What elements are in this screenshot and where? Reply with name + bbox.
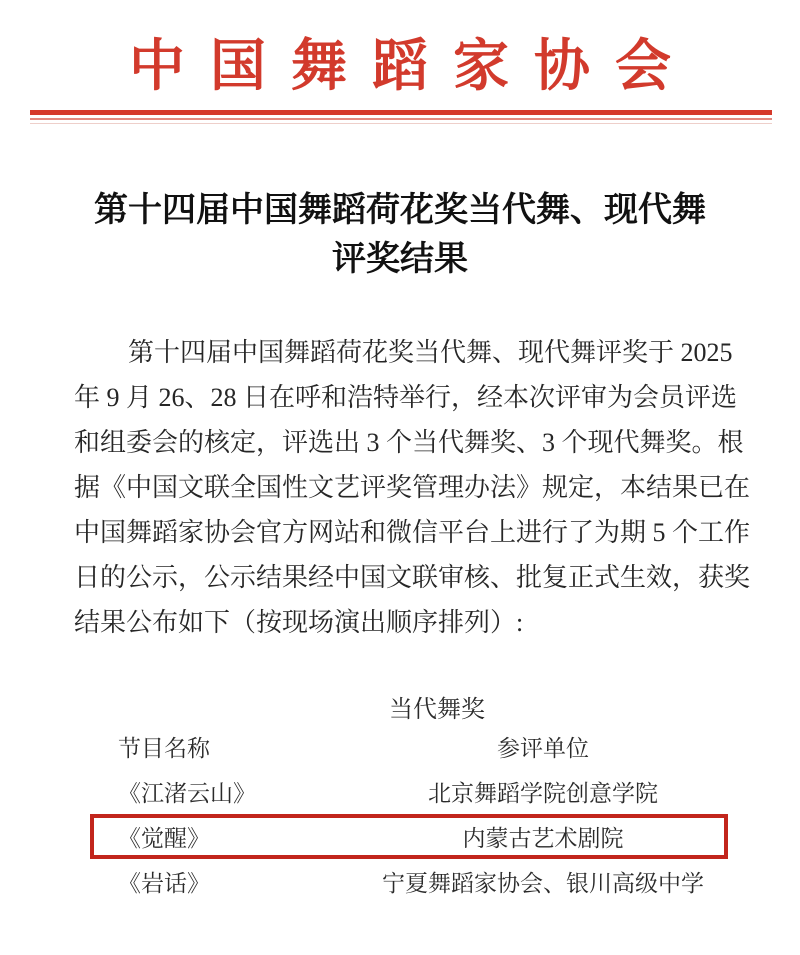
body-line: 据《中国文联全国性文艺评奖管理办法》规定，本结果已在 [74,473,751,502]
letterhead-org-name: 中国舞蹈家协会 [129,36,696,98]
award-row-highlighted [90,814,728,859]
table-header-row [90,724,728,769]
unit-cell: 北京舞蹈学院创意学院 [428,781,658,806]
column-header-unit: 参评单位 [497,736,589,761]
award-section-heading: 当代舞奖 [389,697,485,723]
body-line: 年 9 月 26、28 日在呼和浩特举行，经本次评审为会员评选 [74,383,738,412]
award-results-table [90,724,728,904]
unit-cell: 内蒙古艺术剧院 [462,826,624,851]
letterhead-divider-thick [30,110,772,115]
body-paragraph [74,330,751,645]
page-title-line-1: 第十四届中国舞蹈荷花奖当代舞、现代舞 [94,192,706,229]
body-line: 第十四届中国舞蹈荷花奖当代舞、现代舞评奖于 2025 [128,338,733,367]
program-name-cell: 《岩话》 [118,871,210,896]
program-name-cell: 《江渚云山》 [118,781,256,806]
body-line: 结果公布如下（按现场演出顺序排列）: [74,608,524,637]
letterhead-divider-thin [30,118,772,120]
page-title-line-2: 评奖结果 [332,241,468,278]
award-row [90,769,728,814]
body-line: 中国舞蹈家协会官方网站和微信平台上进行了为期 5 个工作 [74,518,751,547]
body-line: 日的公示，公示结果经中国文联审核、批复正式生效，获奖 [74,563,751,592]
unit-cell: 宁夏舞蹈家协会、银川高级中学 [382,871,704,896]
column-header-program: 节目名称 [118,736,210,761]
letterhead-divider-faint [30,123,772,124]
page-title [0,186,800,284]
award-row [90,859,728,904]
program-name-cell: 《觉醒》 [118,826,210,851]
body-line: 和组委会的核定，评选出 3 个当代舞奖、3 个现代舞奖。根 [74,428,744,457]
